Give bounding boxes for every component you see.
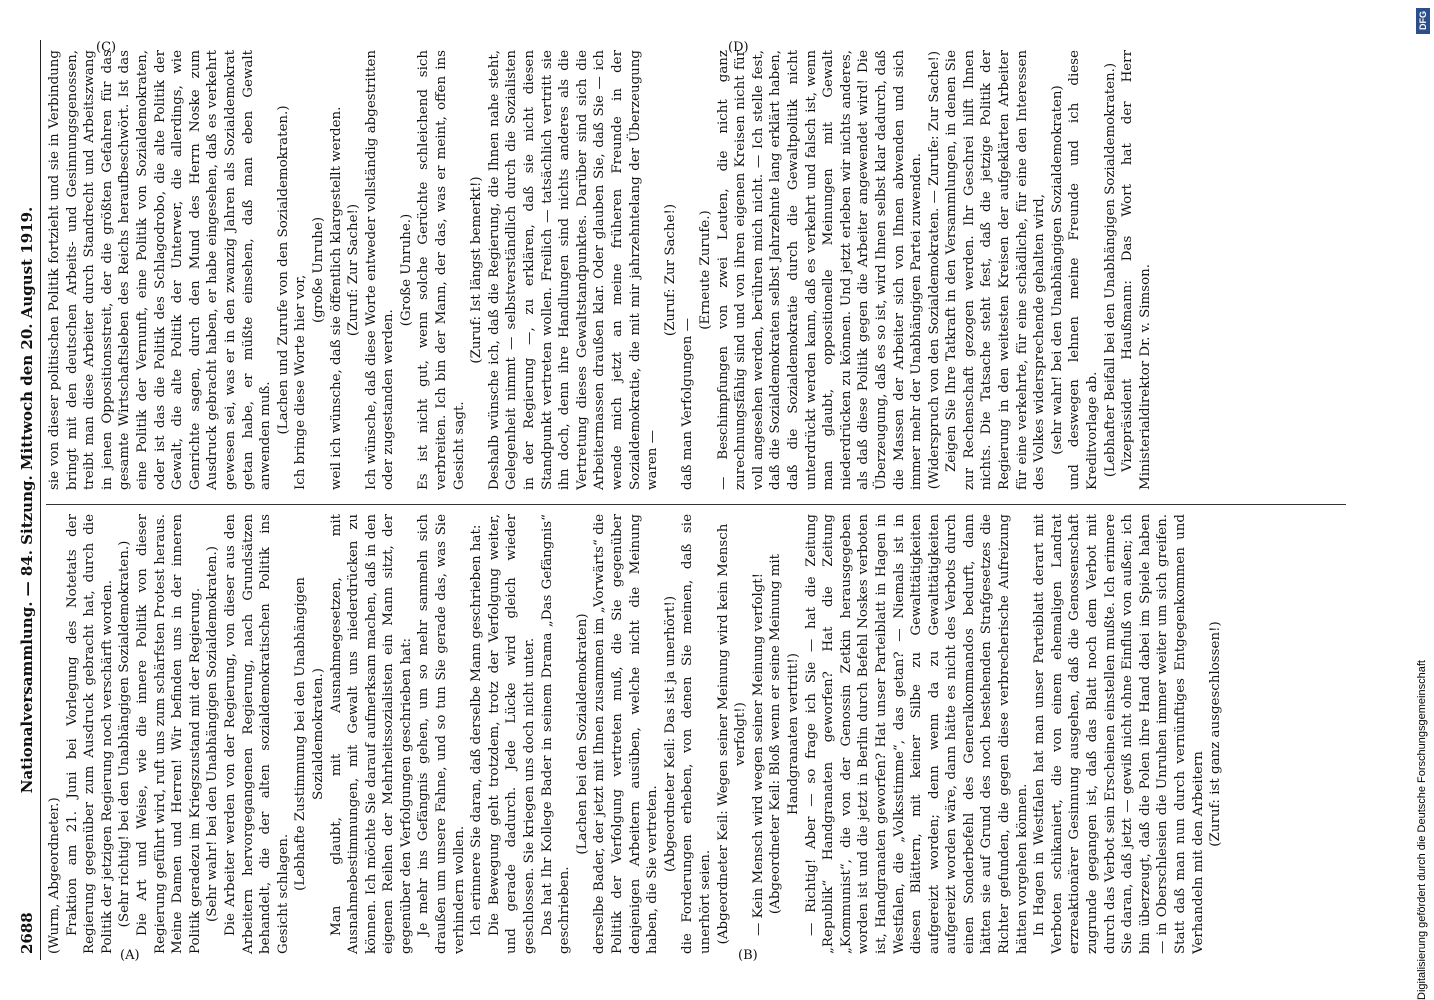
paragraph: Ich wünsche, daß diese Worte entweder vollständig abgestritten oder zugestanden werden. <box>363 50 397 490</box>
interjection: (Lachen und Zurufe von den Sozialdemokraten.) <box>275 105 291 435</box>
paragraph: Fraktion am 21. Juni bei Vorlegung des Notetats der Regierung gegenüber zum Ausdruck gebracht hat, durch die Politik der jetzigen Regierung noch verschärft worden. <box>64 514 115 954</box>
interjection: (Erneute Zurufe.) <box>697 210 713 330</box>
quote: Je mehr ins Gefängnis gehen, um so mehr sammeln sich draußen um unsere Fahne, und so tun Sie gerade das, was Sie verhindern wollen. <box>416 514 467 954</box>
paragraph: Die Arbeiter werden von der Regierung, von dieser aus den Arbeitern hervorgegangenen Regierung, nach Grundsätzen behandelt, die der alten sozialdemokratischen Politik ins Gesicht schlagen. <box>222 514 291 954</box>
paragraph: Ich bringe diese Worte hier vor, <box>293 274 309 490</box>
interjection: (Zuruf: Zur Sache!) <box>346 203 362 337</box>
paragraph: derselbe Bader, der jetzt mit Ihnen zusammen im „Vorwärts“ die Politik der Verfolgung vertreten muß, die Sie gegenüber denjenigen Arbeitern ausüben, welche nicht die Meinung haben, die Sie vertreten. <box>592 514 661 954</box>
interjection: (sehr wahr! bei den Unabhängigen Sozialdemokraten) <box>1049 85 1065 455</box>
page-number: 2688 <box>18 912 36 954</box>
paragraph: sie von dieser politischen Politik fortzieht und sie in Verbindung bringt mit den deutschen Arbeits- und Gesinnungsgenossen, treibt man diese Arbeiter durch Standrecht und Arbeitszwang in jenen Oppositionsstreit, der die größten Gefahren für das gesamte Wirtschaftsleben des Reichs heraufbeschwört. Ist das eine Politik der Vernunft, eine Politik von Sozialdemokraten, oder ist das die Politik des Schlagodrobo, die alte Politik der Gewalt, die alte Politik der Unterwer, die allerdings, wie Genrichte sagen, durch den Mund des Herrn Noske zum Ausdruck gebracht haben, er habe eingesehen, daß es verkehrt gewesen sei, was er in den zwanzig Jahren als Sozialdemokrat getan habe, er müßte einsehen, daß man eben Gewalt anwenden muß. <box>47 50 274 490</box>
interjection: (Abgeordneter Keil: Bloß wenn er seine Meinung mit Handgranaten vertritt!) <box>768 553 801 915</box>
paragraph: Das hat Ihr Kollege Bader in seinem Drama „Das Gefängnis“ geschrieben. <box>539 514 573 954</box>
paragraph: Die Art und Weise, wie die innere Politik von dieser Regierung geführt wird, ruft uns zum schärfsten Protest heraus. Meine Damen und Herren! Wir befinden uns in der inneren Politik geradezu im Kriegszustand mit der Regierung. <box>134 514 203 954</box>
paragraph: (Wurm, Abgeordneter.) <box>47 797 62 954</box>
header-title: Nationalversammlung. — 84. Sitzung. Mittwoch den 20. August 1919. <box>18 206 36 794</box>
paragraph: weil ich wünsche, daß sie öffentlich klargestellt werden. <box>328 106 344 490</box>
paragraph: — Richtig! Aber — so frage ich Sie — hat die Zeitung „Republik“ Handgranaten geworfen? Hat die Zeitung „Kommunist“, die von der Genossin Zetkin herausgegeben worden ist und die jetzt in Berlin durch Befehl Noskes verboten ist, Handgranaten geworfen? Hat unser Parteiblatt in Hagen in Westfalen, die „Volksstimme“, das getan? — Niemals ist in diesen Blättern, mit keiner Silbe zu Gewalttätigkeiten aufgereizt worden; denn wenn da zu Gewalttätigkeiten aufgereizt worden wäre, dann hätte es nicht des Verbots durch einen Sonderbefehl des Generalkommandos bedurft, dann hätten sie auf Grund des noch bestehenden Strafgesetzes die Richter gefunden, die gegen diese verbrecherische Aufreizung hätten vorgehen können. <box>803 514 1030 954</box>
paragraph: die Forderungen erheben, von denen Sie meinen, daß sie unerhört seien. <box>680 514 713 954</box>
margin-marker-b: (B) <box>738 948 758 963</box>
interjection: (Sehr richtig! bei den Unabhängigen Sozialdemokraten.) <box>117 540 133 928</box>
left-column <box>46 514 1362 954</box>
right-column <box>46 50 1362 490</box>
interjection: (Sehr wahr! bei den Unabhängigen Sozialdemokraten.) <box>205 545 221 923</box>
interjection: (Große Unruhe.) <box>398 213 414 327</box>
quote: Die Bewegung geht trotzdem, trotz der Verfolgung weiter, und gerade dadurch. Jede Lücke wird gleich wieder geschlossen. Sie kriegen uns doch nicht unter. <box>486 514 538 954</box>
column-divider <box>46 504 1346 505</box>
paragraph: — Kein Mensch wird wegen seiner Meinung verfolgt! <box>750 572 766 936</box>
interjection: (Lebhafter Beifall bei den Unabhängigen Sozialdemokraten.) <box>1102 62 1118 478</box>
interjection: (Abgeordneter Keil: Wegen seiner Meinung wird kein Mensch verfolgt!) <box>715 523 749 945</box>
paragraph: und deswegen lehnen meine Freunde und ich diese Kreditvorlage ab. <box>1067 50 1101 490</box>
digitization-stamp <box>1414 12 1432 1000</box>
margin-marker-a: (A) <box>120 948 140 963</box>
interjection: (Zuruf: ist ganz ausgeschlossen!) <box>1208 621 1224 847</box>
dfg-logo: DFG <box>1416 8 1430 34</box>
margin-marker-d: (D) <box>728 40 749 55</box>
rotated-page-content <box>12 40 1362 960</box>
header-rule <box>40 40 41 960</box>
digitization-stamp-text: Digitalisierung gefördert durch die Deutsche Forschungsgemeinschaft <box>1416 660 1428 1000</box>
interjection: (Lachen bei den Sozialdemokraten) <box>574 613 590 855</box>
paragraph: Zeigen Sie Ihre Tatkraft in den Versammlungen, in denen Sie zur Rechenschaft gezogen werden. Ihr Geschrei hilft Ihnen nichts. Die Tatsache steht fest, daß die jetzige Politik der Regierung in den weitesten Kreisen der aufgeklärten Arbeiter für eine verkehrte, für eine schädliche, für eine den Interessen des Volkes widersprechende gehalten wird, <box>944 50 1048 490</box>
running-header <box>12 40 40 960</box>
margin-marker-c: (C) <box>96 40 117 55</box>
paragraph: Es ist nicht gut, wenn solche Gerüchte schleichend sich verbreiten. Ich bin der Mann, der das, was er meint, offen ins Gesicht sagt. <box>416 50 467 490</box>
interjection: (Abgeordneter Keil: Das ist ja unerhört!) <box>662 595 678 873</box>
speaker-line: Vizepräsident Haußmann: Das Wort hat der Herr Ministerialdirektor Dr. v. Simson. <box>1120 50 1153 490</box>
interjection: (Zuruf: Ist längst bemerkt!) <box>469 176 485 364</box>
paragraph: Deshalb wünsche ich, daß die Regierung, die Ihnen nahe steht, Gelegenheit nimmt — selbstverständlich durch die Sozialisten in der Regierung —, zu erklären, daß sie nicht diesen Standpunkt vertreten wollen. Freilich — tatsächlich vertritt sie ihn doch, denn ihre Handlungen sind nichts anderes als die Vertretung dieses Gewaltstandpunktes. Darüber sind sich die Arbeitermassen draußen klar. Oder glauben Sie, daß Sie — ich wende mich jetzt an meine früheren Freunde in der Sozialdemokratie, die mit mir jahrzehntelang der Überzeugung waren — <box>486 50 661 490</box>
interjection: (große Unruhe) <box>310 216 326 324</box>
paragraph: daß man Verfolgungen — <box>680 318 696 490</box>
paragraph: In Hagen in Westfalen hat man unser Parteiblatt derart mit Verboten schikaniert, die von einem ehemaligen Landrat erzreaktionärer Gesinnung ausgehen, daß die Genossenschaft zugrunde gegangen ist, daß das Blatt noch dem Verbot mit durch das Verbot sein Erscheinen einstellen mußte. Ich erinnere Sie daran, daß jetzt — gewiß nicht ohne Einfluß von außen; ich bin überzeugt, daß die Polen ihre Hand dabei im Spiele haben — in Oberschlesien die Unruhen immer weiter um sich greifen. Statt daß man nun durch vernünftiges Entgegenkommen und Verhandeln mit den Arbeitern <box>1032 514 1206 954</box>
paragraph: Man glaubt, mit Ausnahmegesetzen, mit Ausnahmebestimmungen, mit Gewalt uns niederdrücken zu können. Ich möchte Sie darauf aufmerksam machen, daß in den eigenen Reihen der Mehrheitssozialisten ein Mann sitzt, der gegenüber den Verfolgungen geschrieben hat: <box>328 514 414 954</box>
interjection: (Lebhafte Zustimmung bei den Unabhängigen Sozialdemokraten.) <box>293 577 326 891</box>
interjection: (Zuruf: Zur Sache!) <box>662 203 678 337</box>
paragraph: Ich erinnere Sie daran, daß derselbe Mann geschrieben hat: <box>469 524 485 936</box>
interjection: (Widerspruch von den Sozialdemokraten. — Zurufe: Zur Sache!) <box>926 50 942 490</box>
paragraph: — Beschimpfungen von zwei Leuten, die nicht ganz zurechnungsfähig sind und von ihren eigenen Kreisen nicht für voll angesehen werden, berühren mich nicht. — Ich stelle fest, daß die Sozialdemokraten selbst Jahrzehnte lang erklärt haben, daß die Sozialdemokratie durch die Gewaltpolitik nicht unterdrückt werden kann, daß es verkehrt und falsch ist, wenn man glaubt, oppositionelle Meinungen mit Gewalt niederdrücken zu können. Und jetzt erleben wir nichts anderes, als daß diese Politik gegen die Arbeiter angewendet wird! Die Überzeugung, daß es so ist, wird Ihnen selbst klar dadurch, daß die Massen der Arbeiter sich von Ihnen abwenden und sich immer mehr der Unabhängigen Partei zuwenden. <box>715 50 925 490</box>
